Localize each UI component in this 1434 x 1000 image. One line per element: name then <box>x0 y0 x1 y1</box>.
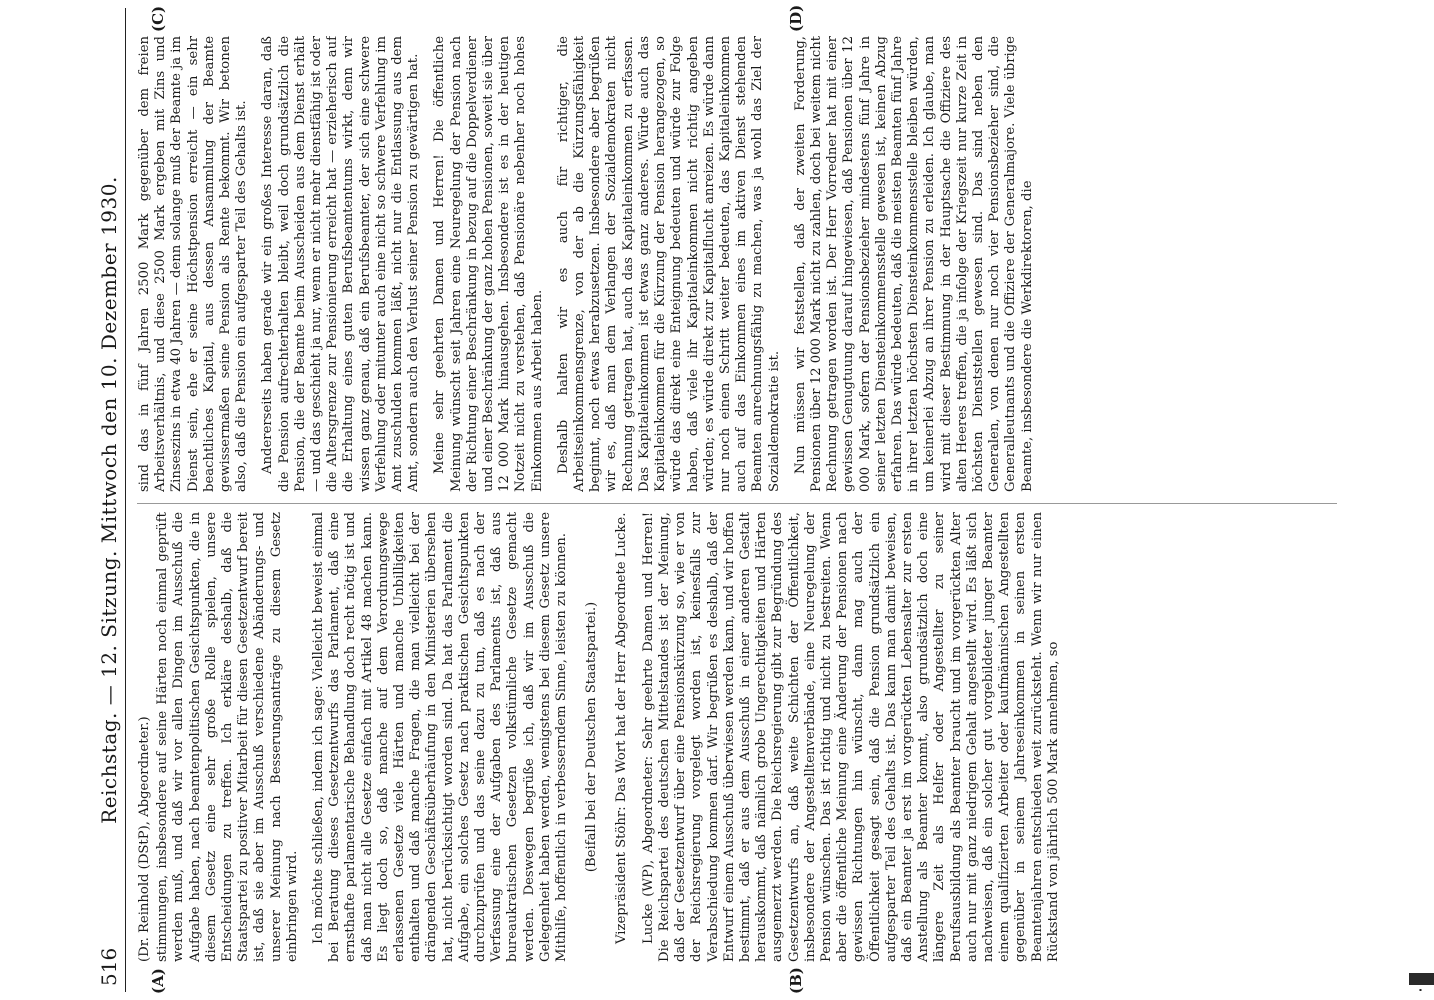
margin-mark-d: (D) <box>787 4 805 32</box>
applause-note: (Beifall bei der Deutschen Staatspartei.) <box>584 601 600 873</box>
left-column <box>137 512 1347 984</box>
margin-mark-c: (C) <box>149 5 167 32</box>
paragraph: stimmungen, insbesondere auf seine Härten noch einmal geprüft werden muß, und daß wir vor allen Dingen im Ausschuß die Aufgabe haben, nach beamtenpolitischen Gesichtspunkten, die in diesem Gesetz eine sehr große Rolle spielen, unsere Entscheidungen zu treffen. Ich erkläre deshalb, daß die Staatspartei zu positiver Mitarbeit für diesen Gesetzentwurf bereit ist, daß sie aber im Ausschuß verschiedene Abänderungs- und unserer Meinung nach Besserungsanträge zu diesem Gesetz einbringen wird. <box>155 512 300 962</box>
paragraph: Vizepräsident Stöhr: Das Wort hat der Herr Abgeordnete Lucke. <box>614 512 630 944</box>
dfg-badge <box>1409 973 1434 985</box>
rotated-page <box>87 4 1367 994</box>
paragraph: Nun müssen wir feststellen, daß der zweiten Forderung, Pensionen über 12 000 Mark nicht zu zahlen, doch bei weitem nicht Rechnung getragen worden ist. Der Herr Vorredner hat mit einer gewissen Genugtuung darauf hingewiesen, daß Pensionen über 12 000 Mark, sofern der Pensionsbezieher mindestens fünf Jahre in seiner letzten Diensteinkommensstelle gewesen ist, keinen Abzug erfahren. Das würde bedeuten, daß die meisten Beamten fünf Jahre in ihrer letzten höchsten Diensteinkommensstelle bleiben würden, um keinerlei Abzug an ihrer Pension zu erleiden. Ich glaube, man wird mit dieser Bestimmung in der Hauptsache die Offiziere des alten Heeres treffen, die ja infolge der Kriegszeit nur kurze Zeit in höchsten Dienststellen gewesen sind. Das sind neben den Generalen, von denen nur noch vier Pensionsbezieher sind, die Generalleutnants und die Offiziere der Generalmajore. Viele übrige Beamte, insbesondere die Werkdirektoren, die <box>792 36 1035 492</box>
margin-mark-b: (B) <box>787 967 805 994</box>
paragraph: Lucke (WP), Abgeordneter: Sehr geehrte Damen und Herren! Die Reichspartei des deutschen Mittelstandes ist der Meinung, daß der Gesetzentwurf über eine Pensionskürzung so, wie er von der Reichsregierung vorgelegt worden ist, keinesfalls zur Verabschiedung kommen darf. Wir begrüßen es deshalb, daß der Entwurf einem Ausschuß überwiesen werden kann, und wir hoffen bestimmt, daß er aus dem Ausschuß in einer anderen Gestalt herauskommt, daß nämlich grobe Ungerechtigkeiten und Härten ausgemerzt werden. Die Reichsregierung gibt zur Begründung des Gesetzentwurfs an, daß weite Schichten der Öffentlichkeit, insbesondere der Angestelltenverbände, eine Neuregelung der Pension wünschen. Das ist richtig und nicht zu bestreiten. Wenn aber die öffentliche Meinung eine Änderung der Pensionen nach gewissen Richtungen hin wünscht, dann mag auch der Öffentlichkeit gesagt sein, daß die Pension grundsätzlich ein aufgesparter Teil des Gehalts ist. Das kann man damit beweisen, daß ein Beamter ja erst im vorgerückten Lebensalter zur ersten Anstellung als Beamter kommt, also grundsätzlich doch eine längere Zeit als Helfer oder Angestellter zu seiner Berufsausbildung als Beamter braucht und im vorgerückten Alter auch nur mit ganz niedrigem Gehalt angestellt wird. Es läßt sich nachweisen, daß ein solcher gut vorgebildeter junger Beamter einem qualifizierten Arbeiter oder kaufmännischen Angestellten gegenüber in seinem Jahreseinkommen in seinen ersten Beamtenjahren entschieden weit zurücksteht. Wenn wir nur einen Rückstand von jährlich 500 Mark annehmen, so <box>640 512 1061 962</box>
margin-mark-a: (A) <box>149 968 167 994</box>
right-column <box>137 36 1347 492</box>
page-number: 516 <box>97 947 121 986</box>
column-divider <box>137 503 1337 504</box>
paragraph: Deshalb halten wir es auch für richtiger, die Arbeitseinkommensgrenze, von der ab die Kürzungsfähigkeit beginnt, noch etwas herabzusetzen. Insbesondere aber begrüßen wir es, daß man dem Verlangen der Sozialdemokraten nicht Rechnung getragen hat, auch das Kapitaleinkommen zu erfassen. Das Kapitaleinkommen ist etwas ganz anderes. Würde auch das Kapitaleinkommen für die Kürzung der Pension herangezogen, so würde das direkt eine Enteignung bedeuten und würde zur Folge haben, daß viele ihr Kapitaleinkommen nicht richtig angeben würden; es würde direkt zur Kapitalflucht anreizen. Es würde dann nur noch einen Schritt weiter bedeuten, das Kapitaleinkommen auch auf das Einkommen eines im aktiven Dienst stehenden Beamten anrechnungsfähig zu machen, was ja wohl das Ziel der Sozialdemokratie ist. <box>555 36 782 492</box>
paragraph: sind das in fünf Jahren 2500 Mark gegenüber dem freien Arbeitsverhältnis, und diese 2500 Mark ergeben mit Zins und Zinseszins in etwa 40 Jahren — denn solange muß der Beamte ja im Dienst sein, ehe er seine Höchstpension erreicht — ein sehr beachtliches Kapital, aus dessen Ansammlung der Beamte gewissermaßen seine Pension als Rente bekommt. Wir betonen also, daß die Pension ein aufgesparter Teil des Gehalts ist. <box>137 36 250 492</box>
digitization-note-text: · <box>1415 8 1427 992</box>
paragraph: Meine sehr geehrten Damen und Herren! Die öffentliche Meinung wünscht seit Jahren eine Neuregelung der Pension nach der Richtung einer Beschränkung in bezug auf die Doppelverdiener und einer Beschränkung der ganz hohen Pensionen, soweit sie über 12 000 Mark hinausgehen. Insbesondere ist es in der heutigen Notzeit nicht zu verstehen, daß Pensionäre nebenher noch hohes Einkommen aus Arbeit haben. <box>432 36 545 492</box>
page-header <box>95 8 126 992</box>
paragraph: Ich möchte schließen, indem ich sage: Vielleicht beweist einmal bei Beratung dieses Gesetzentwurfs das Parlament, daß eine ernsthafte parlamentarische Behandlung doch recht nötig ist und daß man nicht alle Gesetze einfach mit Artikel 48 machen kann. Es liegt doch so, daß manche auf dem Verordnungswege erlassenen Gesetze viele Härten und manche Unbilligkeiten enthalten und daß manche Fragen, die man vielleicht bei der drängenden Geschäftsüberhäufung in den Ministerien übersehen hat, nicht berücksichtigt worden sind. Da hat das Parlament die Aufgabe, ein solches Gesetz nach praktischen Gesichtspunkten durchzuprüfen und das seine dazu zu tun, daß es nach der Verfassung eine der Aufgaben des Parlaments ist, daß aus bureaukratischen Gesetzen volkstümliche Gesetze gemacht werden. Deswegen begrüße ich, daß wir im Ausschuß die Gelegenheit haben werden, wenigstens bei diesem Gesetz unsere Mithilfe, hoffentlich in verbesserndem Sinne, leisten zu können. <box>311 512 570 962</box>
digitization-note <box>1412 8 1432 992</box>
paragraph: Andererseits haben gerade wir ein großes Interesse daran, daß die Pension aufrechterhalten bleibt, weil doch grundsätzlich die Pension, die der Beamte beim Ausscheiden aus dem Dienst erhält — und das geschieht ja nur, wenn er nicht mehr dienstfähig ist oder die Altersgrenze zur Pensionierung erreicht hat — erzieherisch auf die Erhaltung eines guten Berufsbeamtentums wirkt, denn wir wissen ganz genau, daß ein Berufsbeamter, der sich eine schwere Verfehlung oder mitunter auch eine nicht so schwere Verfehlung im Amt zuschulden kommen läßt, nicht nur die Entlassung aus dem Amt, sondern auch den Verlust seiner Pension zu gewärtigen hat. <box>260 36 422 492</box>
speaker-runin: (Dr. Reinhold (DStP), Abgeordneter.) <box>137 716 152 962</box>
running-title: Reichstag. — 12. Sitzung. Mittwoch den 10. Dezember 1930. <box>97 176 121 824</box>
